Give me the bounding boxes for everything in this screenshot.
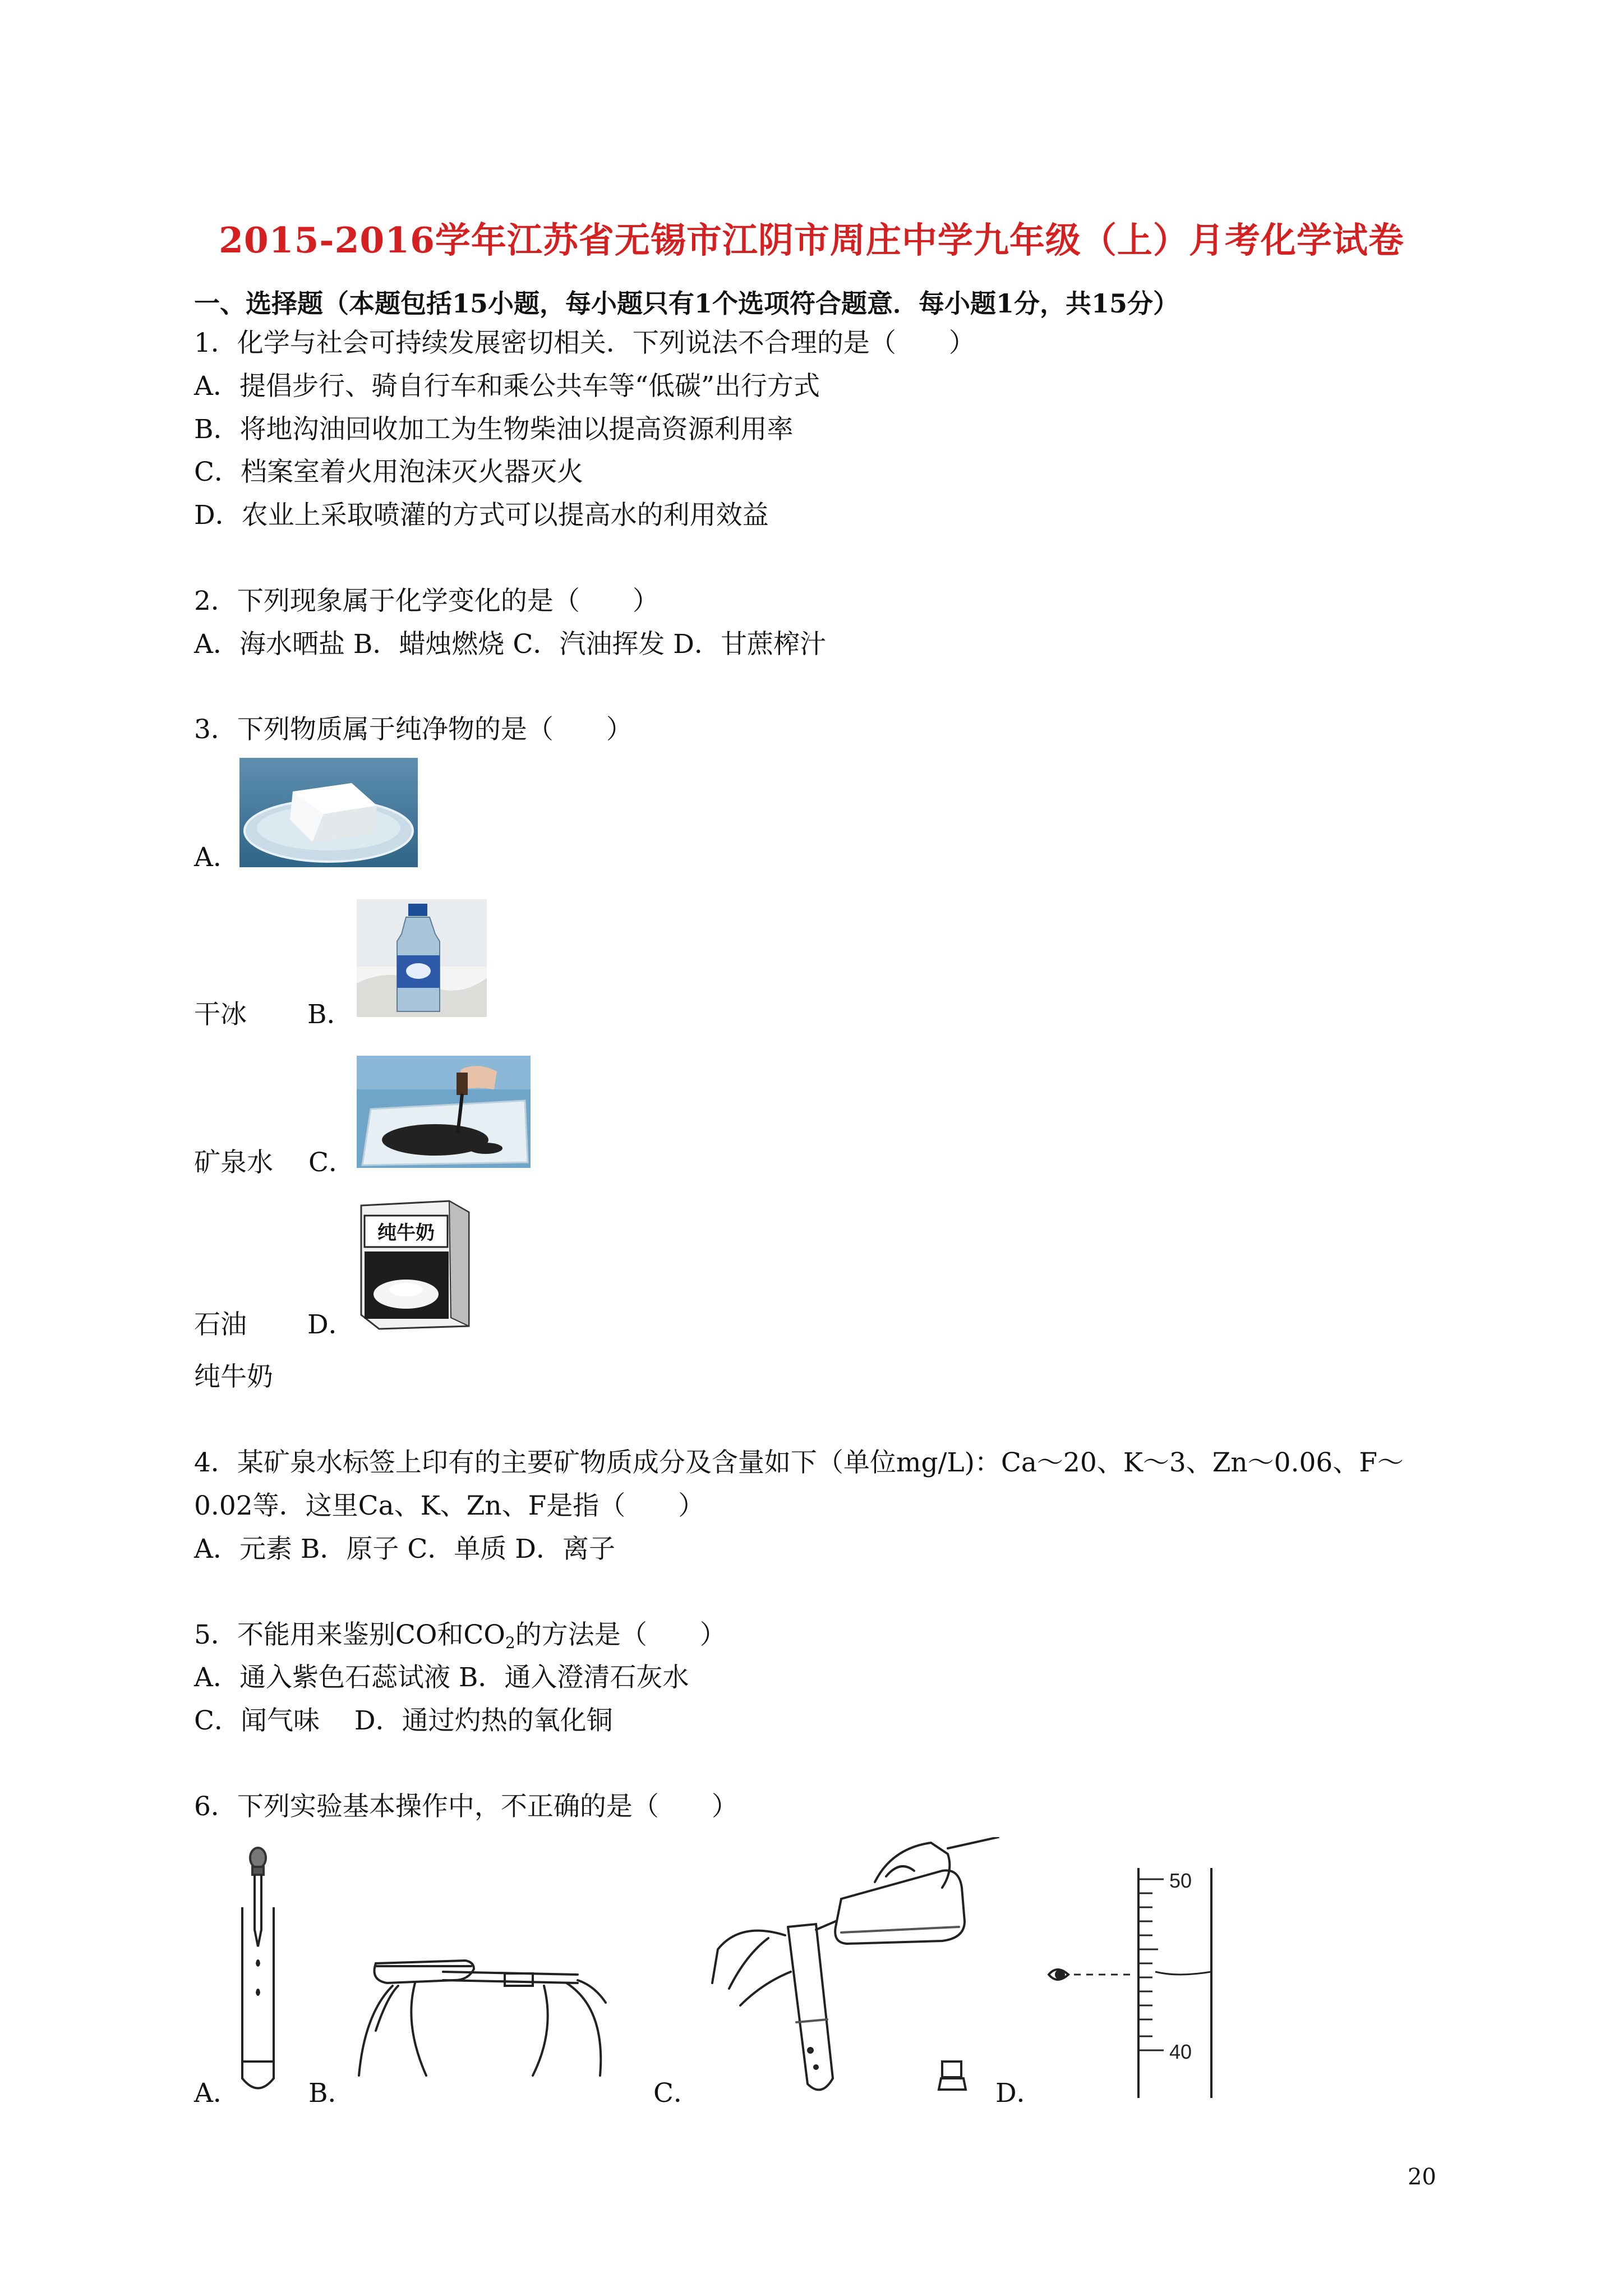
q3-option-a-name: 干冰 — [194, 999, 247, 1030]
cylinder-label-top: 50 — [1169, 1869, 1192, 1892]
q3-option-b-name: 矿泉水 — [194, 1147, 273, 1178]
q6-option-d-label: D． — [995, 2078, 1043, 2109]
milk-carton-photo — [357, 1200, 474, 1330]
page-title: 2015-2016学年江苏省无锡市江阴市周庄中学九年级（上）月考化学试卷 — [219, 219, 1404, 261]
section-heading: 一、选择题（本题包括15小题，每小题只有1个选项符合题意．每小题1分，共15分） — [194, 288, 1179, 319]
q3-option-d-label: D． — [307, 1309, 355, 1340]
dropper-in-test-tube-diagram — [230, 1846, 286, 2098]
q6-option-a-label: A． — [194, 2078, 239, 2109]
q6-option-b-label: B． — [308, 2078, 354, 2109]
test-tube-heating-hands-diagram — [353, 1930, 617, 2087]
cylinder-label-bottom: 40 — [1169, 2040, 1192, 2063]
petroleum-pour-photo — [357, 1056, 531, 1168]
mineral-water-bottle-photo — [357, 899, 487, 1017]
q1-option-c: C．档案室着火用泡沫灭火器灭火 — [194, 457, 583, 487]
q5-options-line2: C．闻气味 D．通过灼热的氧化铜 — [194, 1705, 613, 1736]
q6-option-c-label: C． — [653, 2078, 700, 2109]
q4-stem-line2: 0.02等．这里Ca、K、Zn、F是指（ ） — [194, 1490, 705, 1521]
q4-stem-line1: 4．某矿泉水标签上印有的主要矿物质成分及含量如下（单位mg/L)：Ca～20、K～3、Zn～0.06、F～ — [194, 1447, 1404, 1478]
q3-option-b-label: B． — [307, 999, 353, 1030]
q3-option-d-name: 纯牛奶 — [194, 1361, 273, 1392]
pouring-liquid-diagram — [707, 1837, 1009, 2098]
q2-stem: 2．下列现象属于化学变化的是（ ） — [194, 586, 659, 616]
q1-option-d: D．农业上采取喷灌的方式可以提高水的利用效益 — [194, 500, 769, 531]
q2-options: A．海水晒盐 B．蜡烛燃烧 C．汽油挥发 D．甘蔗榨汁 — [194, 629, 826, 660]
q3-option-c-name: 石油 — [194, 1309, 247, 1340]
q5-stem-post: 的方法是（ ） — [515, 1619, 726, 1650]
q3-option-c-label: C． — [308, 1147, 355, 1178]
q5-stem-pre: 5．不能用来鉴别CO和CO — [194, 1619, 505, 1650]
q3-stem: 3．下列物质属于纯净物的是（ ） — [194, 714, 633, 745]
dry-ice-photo — [239, 758, 418, 867]
q5-stem-subscript: 2 — [505, 1634, 515, 1652]
q5-stem — [194, 1619, 726, 1652]
graduated-cylinder-reading-diagram — [1043, 1868, 1228, 2101]
q1-option-b: B．将地沟油回收加工为生物柴油以提高资源利用率 — [194, 414, 794, 445]
q4-options: A．元素 B．原子 C．单质 D．离子 — [194, 1534, 615, 1565]
page-number: 20 — [1408, 2164, 1436, 2190]
q6-stem: 6．下列实验基本操作中，不正确的是（ ） — [194, 1791, 738, 1822]
q1-stem: 1．化学与社会可持续发展密切相关．下列说法不合理的是（ ） — [194, 328, 975, 358]
svg-text:纯牛奶: 纯牛奶 — [377, 1222, 435, 1244]
q3-option-a-label: A． — [194, 842, 239, 873]
q5-options-line1: A．通入紫色石蕊试液 B．通入澄清石灰水 — [194, 1662, 689, 1693]
q1-option-a: A．提倡步行、骑自行车和乘公共车等“低碳”出行方式 — [194, 371, 820, 402]
